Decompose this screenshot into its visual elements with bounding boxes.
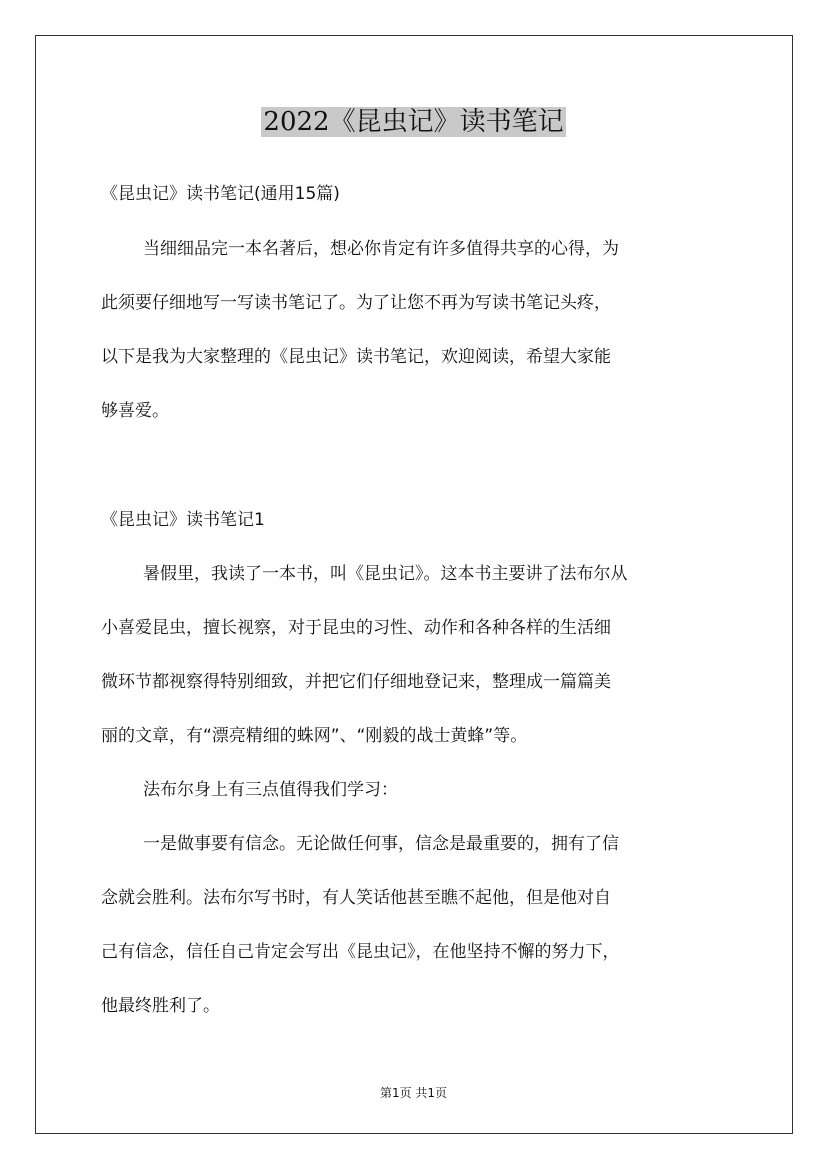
intro-line: 当细细品完一本名著后，想必你肯定有许多值得共享的心得，为 [143,239,619,259]
paragraph-line: 法布尔身上有三点值得我们学习： [143,780,398,800]
intro-line: 以下是我为大家整理的《昆虫记》读书笔记，欢迎阅读，希望大家能 [101,347,611,367]
section-heading: 《昆虫记》读书笔记1 [101,510,265,530]
paragraph-line: 他最终胜利了。 [101,996,220,1016]
paragraph-line: 一是做事要有信念。无论做任何事，信念是最重要的，拥有了信 [143,834,619,854]
paragraph-line: 念就会胜利。法布尔写书时，有人笑话他甚至瞧不起他，但是他对自 [101,888,611,908]
page-footer: 第1页 共1页 [379,1086,448,1100]
paragraph-line: 微环节都视察得特别细致，并把它们仔细地登记来，整理成一篇篇美 [101,672,611,692]
intro-line: 够喜爱。 [101,401,169,421]
document-title-wrap [0,100,827,144]
paragraph-line: 小喜爱昆虫，擅长视察，对于昆虫的习性、动作和各种各样的生活细 [101,618,611,638]
paragraph-line: 己有信念，信任自己肯定会写出《昆虫记》，在他坚持不懈的努力下， [101,942,620,962]
paragraph-line: 暑假里，我读了一本书，叫《昆虫记》。这本书主要讲了法布尔从 [143,564,628,584]
paragraph-line: 丽的文章，有“漂亮精细的蛛网”、“刚毅的战士黄蜂”等。 [101,726,528,746]
document-subtitle: 《昆虫记》读书笔记(通用15篇) [101,184,340,204]
document-title: 2022《昆虫记》读书笔记 [263,107,564,137]
intro-line: 此须要仔细地写一写读书笔记了。为了让您不再为写读书笔记头疼， [101,293,611,313]
